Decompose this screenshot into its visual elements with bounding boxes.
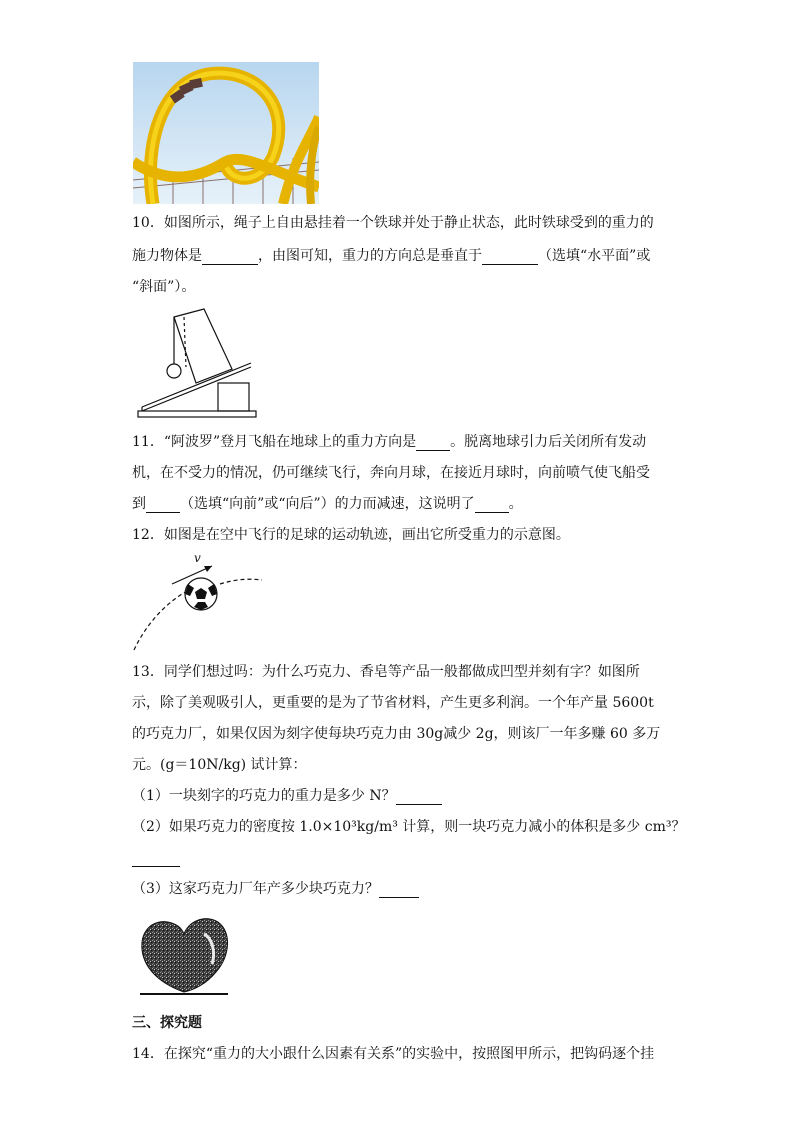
velocity-label: v (194, 551, 201, 565)
q11-blank-2[interactable] (146, 498, 180, 513)
q13-sub-3 (132, 880, 419, 898)
roller-coaster-photo (133, 62, 319, 204)
q10-blank-2[interactable] (482, 250, 538, 265)
q10-line-2 (132, 247, 650, 265)
q10-blank-1[interactable] (202, 250, 258, 265)
q13-line-3: 的巧克力厂，如果仅因为刻字使每块巧克力由 30g减少 2g，则该厂一年多赚 60 多万 (132, 726, 661, 742)
q10-line-1: 10．如图所示，绳子上自由悬挂着一个铁球并处于静止状态，此时铁球受到的重力的 (132, 215, 654, 231)
q10-text-c: （选填“水平面”或 (538, 248, 651, 264)
q13-sub3-text: （3）这家巧克力厂年产多少块巧克力？ (132, 881, 379, 897)
q13-line-1: 13．同学们想过吗：为什么巧克力、香皂等产品一般都做成凹型并刻有字？如图所 (132, 664, 640, 680)
q11-blank-3[interactable] (475, 498, 509, 513)
q11-text-c: 到 (132, 496, 146, 512)
q10-text-b: ，由图可知，重力的方向总是垂直于 (258, 248, 482, 264)
q11-text-b: 。脱离地球引力后关闭所有发动 (450, 434, 647, 450)
q13-sub1-text: （1）一块刻字的巧克力的重力是多少 N？ (132, 788, 396, 804)
q11-text-e: 。 (508, 496, 523, 512)
chocolate-heart-photo (136, 912, 232, 996)
q13-blank-1[interactable] (396, 790, 442, 805)
q11-line-2: 机，在不受力的情况，仍可继续飞行，奔向月球，在接近月球时，向前喷气使飞船受 (132, 465, 650, 481)
q11-text-d: （选填“向前”或“向后”）的力而减速，这说明了 (180, 496, 475, 512)
q13-sub-2: （2）如果巧克力的密度按 1.0×10³kg/m³ 计算，则一块巧克力减小的体积是多少 cm³？ (132, 819, 686, 835)
q13-blank-3[interactable] (379, 883, 419, 898)
q12-line-1: 12．如图是在空中飞行的足球的运动轨迹，画出它所受重力的示意图。 (132, 527, 570, 543)
q11-line-1 (132, 433, 646, 451)
q11-text-a: 11．“阿波罗”登月飞船在地球上的重力方向是 (132, 434, 417, 450)
section-heading: 三、探究题 (132, 1015, 202, 1031)
q13-sub-2-answer (132, 849, 180, 867)
q10-line-3: “斜面”）。 (132, 279, 196, 295)
q13-line-4: 元。(g＝10N/kg) 试计算： (132, 757, 307, 773)
incline-pendulum-figure (136, 307, 260, 419)
q13-blank-2[interactable] (132, 852, 180, 867)
q11-line-3 (132, 495, 523, 513)
q10-text-a: 施力物体是 (132, 248, 202, 264)
q13-sub-1 (132, 787, 442, 805)
q13-line-2: 示，除了美观吸引人，更重要的是为了节省材料，产生更多利润。一个年产量 5600t (132, 695, 654, 711)
q11-blank-1[interactable] (416, 436, 450, 451)
q14-line-1: 14．在探究“重力的大小跟什么因素有关系”的实验中，按照图甲所示，把钩码逐个挂 (132, 1046, 655, 1062)
football-trajectory-figure (128, 550, 268, 652)
